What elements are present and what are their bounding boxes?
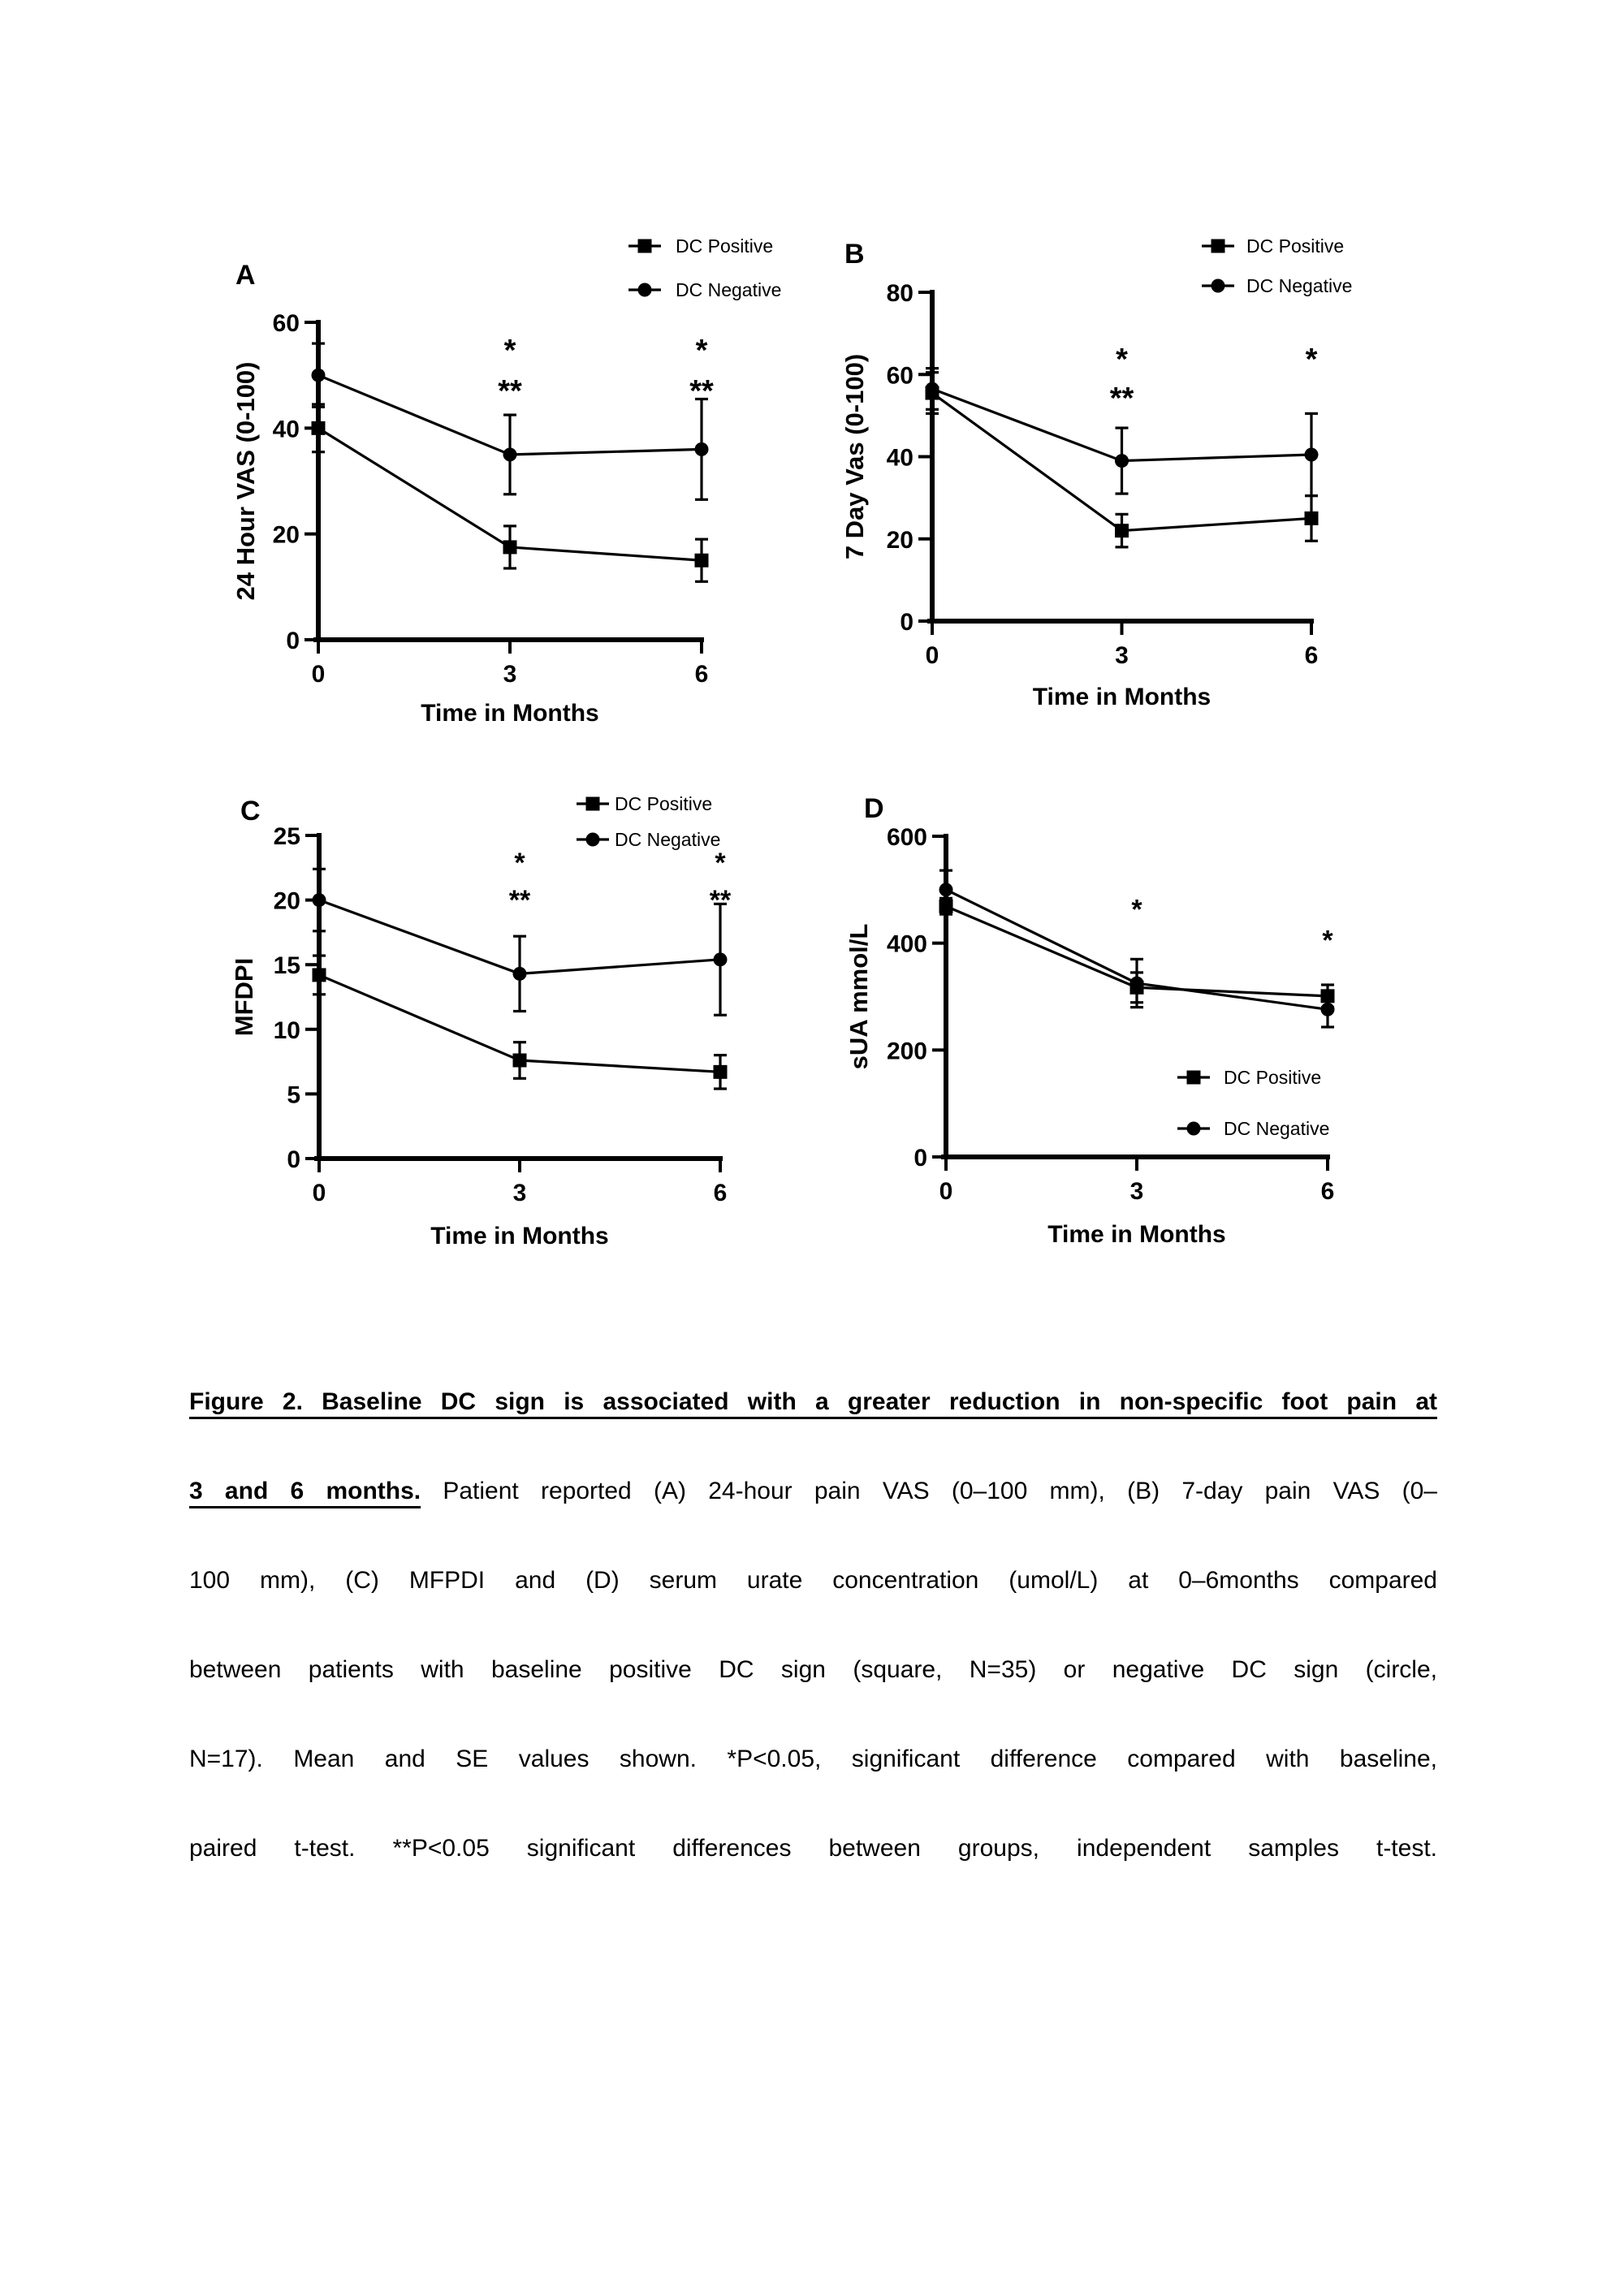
legend-swatch-marker — [638, 240, 652, 253]
x-tick-label: 0 — [925, 642, 939, 669]
x-tick-label: 0 — [312, 1180, 326, 1206]
caption-line — [189, 1804, 1437, 1893]
x-tick-label: 6 — [1320, 1178, 1335, 1205]
y-tick-label: 15 — [273, 952, 300, 980]
x-tick-label: 6 — [694, 661, 709, 688]
y-axis-label: 24 Hour VAS (0-100) — [231, 361, 260, 601]
data-point-marker — [695, 554, 709, 568]
legend-swatch-marker — [586, 833, 600, 847]
significance-asterisk: ** — [709, 884, 732, 916]
caption-line — [189, 1357, 1437, 1447]
x-axis-label: Time in Months — [1032, 684, 1212, 710]
y-tick-label: 0 — [287, 1146, 300, 1173]
data-point-marker — [1305, 511, 1319, 525]
significance-asterisk: ** — [508, 884, 531, 916]
panel-letter: C — [240, 796, 261, 826]
caption-line — [189, 1536, 1437, 1625]
data-point-marker — [939, 883, 953, 896]
caption-text: paired t-test. **P<0.05 significant differences between groups, independent samples t-test. — [189, 1835, 1437, 1862]
significance-asterisk: * — [1322, 925, 1333, 956]
y-axis-label: 7 Day Vas (0-100) — [840, 353, 869, 560]
y-axis-label: MFDPI — [230, 957, 258, 1037]
data-point-marker — [513, 1054, 527, 1068]
y-tick-label: 0 — [914, 1145, 927, 1172]
y-tick-label: 20 — [272, 521, 300, 549]
x-axis-label: Time in Months — [430, 1223, 609, 1249]
data-point-marker — [503, 447, 517, 461]
x-tick-label: 3 — [503, 661, 517, 688]
y-axis-label: sUA mmol/L — [844, 923, 873, 1070]
data-point-marker — [312, 421, 326, 435]
y-tick-label: 20 — [886, 526, 914, 554]
legend-label: DC Positive — [1224, 1067, 1322, 1088]
y-tick-label: 400 — [886, 930, 927, 958]
significance-asterisk: * — [1305, 342, 1318, 377]
significance-asterisk: * — [1131, 894, 1142, 926]
legend-swatch-marker — [586, 797, 600, 811]
data-point-marker — [939, 900, 953, 913]
panel-letter: B — [844, 239, 865, 270]
panel-letter: A — [235, 260, 256, 291]
significance-asterisk: ** — [498, 373, 522, 408]
caption-bold-text: Figure 2. Baseline DC sign is associated with a greater reduction in non-specific foot pain at — [189, 1388, 1437, 1415]
data-point-marker — [1130, 981, 1144, 995]
legend-label: DC Positive — [1246, 235, 1345, 257]
legend-label: DC Positive — [676, 235, 774, 257]
y-tick-label: 10 — [273, 1016, 300, 1044]
legend-label: DC Negative — [676, 279, 782, 300]
legend-swatch-marker — [1212, 240, 1225, 253]
x-tick-label: 6 — [1304, 642, 1319, 669]
x-axis-label: Time in Months — [1047, 1221, 1226, 1248]
legend-swatch-marker — [1187, 1122, 1201, 1136]
data-point-marker — [1321, 989, 1335, 1003]
x-tick-label: 6 — [713, 1180, 728, 1206]
significance-asterisk: * — [1116, 342, 1128, 377]
legend-swatch-marker — [638, 283, 652, 297]
caption-text: 100 mm), (C) MFPDI and (D) serum urate concentration (umol/L) at 0–6months compared — [189, 1567, 1437, 1594]
caption-bold-text: 3 and 6 months. — [189, 1478, 421, 1504]
y-tick-label: 80 — [886, 280, 914, 307]
caption-line — [189, 1447, 1437, 1536]
significance-asterisk: * — [695, 333, 708, 368]
y-tick-label: 0 — [900, 609, 914, 636]
significance-asterisk: * — [715, 847, 726, 878]
y-tick-label: 60 — [272, 310, 300, 337]
caption-text: between patients with baseline positive DC sign (square, N=35) or negative DC sign (circle, — [189, 1656, 1437, 1683]
data-point-marker — [926, 386, 939, 400]
y-tick-label: 25 — [273, 823, 300, 850]
panel-letter: D — [864, 793, 884, 824]
y-tick-label: 5 — [287, 1081, 300, 1109]
significance-asterisk: ** — [1109, 381, 1134, 416]
data-point-marker — [513, 967, 527, 981]
figure-caption — [189, 1357, 1437, 1893]
data-point-marker — [1115, 454, 1129, 468]
x-tick-label: 0 — [311, 661, 326, 688]
y-tick-label: 40 — [886, 444, 914, 472]
significance-asterisk: ** — [689, 373, 714, 408]
x-axis-label: Time in Months — [421, 700, 599, 727]
data-point-marker — [313, 893, 326, 907]
significance-asterisk: * — [514, 847, 525, 878]
y-tick-label: 0 — [286, 628, 300, 654]
caption-line — [189, 1625, 1437, 1715]
data-point-marker — [1115, 524, 1129, 537]
data-point-marker — [503, 540, 517, 554]
y-tick-label: 40 — [272, 416, 300, 443]
data-point-marker — [695, 442, 709, 456]
y-tick-label: 200 — [886, 1038, 927, 1065]
legend-label: DC Negative — [615, 829, 721, 850]
y-tick-label: 600 — [886, 824, 927, 851]
legend-swatch-marker — [1187, 1071, 1201, 1085]
x-tick-label: 3 — [1115, 642, 1129, 669]
x-tick-label: 0 — [939, 1178, 953, 1205]
caption-text: N=17). Mean and SE values shown. *P<0.05, significant difference compared with baseline, — [189, 1746, 1437, 1772]
data-point-marker — [1305, 447, 1319, 461]
data-point-marker — [313, 968, 326, 982]
data-point-marker — [714, 952, 728, 966]
y-tick-label: 60 — [886, 362, 914, 390]
significance-asterisk: * — [503, 333, 516, 368]
caption-text: Patient reported (A) 24-hour pain VAS (0–100 mm), (B) 7-day pain VAS (0– — [421, 1478, 1437, 1504]
legend-label: DC Positive — [615, 793, 713, 814]
legend-swatch-marker — [1212, 279, 1225, 293]
x-tick-label: 3 — [1129, 1178, 1144, 1205]
data-point-marker — [714, 1065, 728, 1079]
y-tick-label: 20 — [273, 887, 300, 915]
caption-line — [189, 1715, 1437, 1804]
legend-label: DC Negative — [1224, 1118, 1330, 1139]
legend-label: DC Negative — [1246, 275, 1353, 296]
x-tick-label: 3 — [512, 1180, 527, 1206]
data-point-marker — [312, 369, 326, 382]
